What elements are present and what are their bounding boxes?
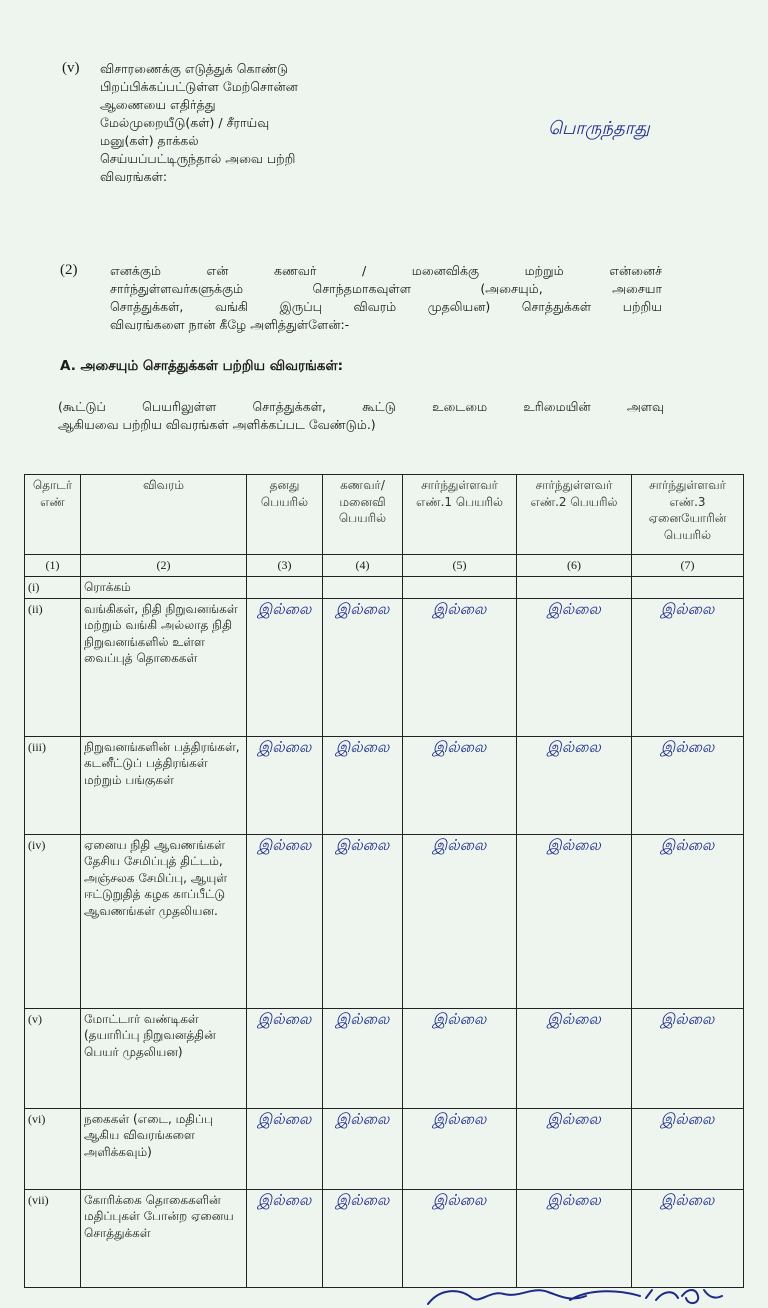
table-row [25,1189,744,1287]
value-dependent-1: இல்லை [403,834,517,1008]
header-dependent-2: சார்ந்துள்ளவர் எண்.2 பெயரில் [517,475,632,555]
movable-assets-table [24,474,744,1288]
section-v-number: (v) [62,60,80,76]
row-number: (ii) [25,598,81,736]
section-v-line: மேல்முறையீடு(கள்) / சீராய்வு [100,115,270,130]
table-header-row [25,475,744,555]
header-dependent-1: சார்ந்துள்ளவர் எண்.1 பெயரில் [403,475,517,555]
value-dependent-1: இல்லை [403,1008,517,1108]
value-dependent-3: இல்லை [632,1008,744,1108]
table-row [25,598,744,736]
value-self [247,576,323,598]
table-row [25,736,744,834]
para-2-line: சொத்துக்கள், வங்கி இருப்பு விவரம் முதலியன) சொத்துக்கள் பற்றிய [110,299,662,314]
section-v-line: ஆணையை எதிர்த்து [100,97,216,112]
value-dependent-1: இல்லை [403,598,517,736]
value-dependent-3: இல்லை [632,1189,744,1287]
column-number-row [25,555,744,577]
row-number: (iv) [25,834,81,1008]
section-v-line: விசாரணைக்கு எடுத்துக் கொண்டு [100,61,289,76]
handwritten-not-applicable: பொருந்தாது [548,118,650,139]
section-a-note [58,398,664,434]
row-number: (vi) [25,1108,81,1189]
section-v-line: பிறப்பிக்கப்பட்டுள்ள மேற்சொன்ன [100,79,298,94]
value-self: இல்லை [247,1189,323,1287]
value-self: இல்லை [247,1008,323,1108]
column-number: (6) [517,555,632,577]
value-dependent-3: இல்லை [632,598,744,736]
row-description: வங்கிகள், நிதி நிறுவனங்கள் மற்றும் வங்கி அல்லாத நிதி நிறுவனங்களில் உள்ள வைப்புத் தொகைகள் [81,598,247,736]
section-v-text [100,60,360,186]
value-spouse: இல்லை [323,598,403,736]
value-dependent-3: இல்லை [632,834,744,1008]
section-v-line: மனு(கள்) தாக்கல் [100,133,199,148]
column-number: (3) [247,555,323,577]
row-description: நிறுவனங்களின் பத்திரங்கள், கடனீட்டுப் பத்திரங்கள் மற்றும் பங்குகள் [81,736,247,834]
header-self: தனது பெயரில் [247,475,323,555]
value-dependent-2: இல்லை [517,834,632,1008]
column-number: (5) [403,555,517,577]
column-number: (2) [81,555,247,577]
row-number: (vii) [25,1189,81,1287]
value-dependent-1: இல்லை [403,736,517,834]
column-number: (4) [323,555,403,577]
value-dependent-1: இல்லை [403,1108,517,1189]
value-dependent-1 [403,576,517,598]
row-description: ரொக்கம் [81,576,247,598]
value-spouse: இல்லை [323,1008,403,1108]
column-number: (1) [25,555,81,577]
value-self: இல்லை [247,598,323,736]
value-spouse: இல்லை [323,1189,403,1287]
value-dependent-2: இல்லை [517,598,632,736]
header-spouse: கணவர்/ மனைவி பெயரில் [323,475,403,555]
row-number: (i) [25,576,81,598]
table-row [25,834,744,1008]
row-number: (iii) [25,736,81,834]
row-number: (v) [25,1008,81,1108]
value-dependent-2: இல்லை [517,1108,632,1189]
table-row [25,576,744,598]
para-2-line: எனக்கும் என் கணவர் / மனைவிக்கு மற்றும் என்னைச் [110,263,662,278]
section-v-line: விவரங்கள்: [100,169,168,184]
value-dependent-3: இல்லை [632,736,744,834]
value-dependent-2 [517,576,632,598]
section-v-line: செய்யப்பட்டிருந்தால் அவை பற்றி [100,151,296,166]
value-dependent-2: இல்லை [517,1008,632,1108]
value-spouse: இல்லை [323,834,403,1008]
para-2-number: (2) [60,262,78,278]
para-2-text [110,262,662,334]
value-dependent-1: இல்லை [403,1189,517,1287]
header-description: விவரம் [81,475,247,555]
table-row [25,1108,744,1189]
value-dependent-3: இல்லை [632,1108,744,1189]
row-description: மோட்டார் வண்டிகள் (தயாரிப்பு நிறுவனத்தின் பெயர் முதலியன) [81,1008,247,1108]
section-a-heading: A. அசையும் சொத்துக்கள் பற்றிய விவரங்கள்: [60,358,344,374]
value-spouse [323,576,403,598]
value-dependent-2: இல்லை [517,736,632,834]
value-dependent-3 [632,576,744,598]
value-spouse: இல்லை [323,736,403,834]
row-description: கோரிக்கை தொகைகளின் மதிப்புகள் போன்ற ஏனைய சொத்துக்கள் [81,1189,247,1287]
column-number: (7) [632,555,744,577]
header-dependent-3: சார்ந்துள்ளவர் எண்.3 ஏனையோரின் பெயரில் [632,475,744,555]
section-a-note-line: (கூட்டுப் பெயரிலுள்ள சொத்துக்கள், கூட்டு உடைமை உரிமையின் அளவு [58,399,664,414]
row-description: நகைகள் (எடை, மதிப்பு ஆகிய விவரங்களை அளிக்கவும்) [81,1108,247,1189]
signature [420,1282,730,1308]
value-self: இல்லை [247,736,323,834]
header-serial: தொடர் எண் [25,475,81,555]
row-description: ஏனைய நிதி ஆவணங்கள் தேசிய சேமிப்புத் திட்டம், அஞ்சலக சேமிப்பு, ஆயுள் ஈட்டுறுதித் கழக காப்பீட்டு ஆவணங்கள் முதலியன. [81,834,247,1008]
value-self: இல்லை [247,834,323,1008]
value-dependent-2: இல்லை [517,1189,632,1287]
value-spouse: இல்லை [323,1108,403,1189]
para-2-line: விவரங்களை நான் கீழே அளித்துள்ளேன்:- [110,317,350,332]
para-2-line: சார்ந்துள்ளவர்களுக்கும் சொந்தமாகவுள்ள (அசையும், அசையா [110,281,662,296]
value-self: இல்லை [247,1108,323,1189]
section-a-note-line: ஆகியவை பற்றிய விவரங்கள் அளிக்கப்பட வேண்டும்.) [58,417,376,432]
table-row [25,1008,744,1108]
